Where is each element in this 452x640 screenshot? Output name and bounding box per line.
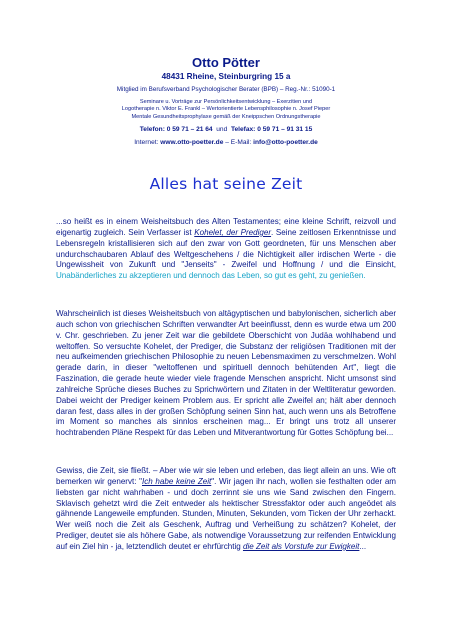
phone-label: Telefon: <box>139 126 165 133</box>
paragraph-3 <box>56 466 396 553</box>
p3-ellipsis: ... <box>359 541 367 551</box>
website-link[interactable]: www.otto-poetter.de <box>160 139 224 146</box>
p1-text: ...so heißt es in einem Weisheitsbuch des Alten Testamentes; eine kleine Schrift, reizvoll und eigenartig zugleich. Sein Verfasser ist <box>56 217 396 237</box>
p2-text: Wahrscheinlich ist dieses Weisheitsbuch von altägyptischen und babylonischen, sicherlich aber auch schon von griechischen Schriften verwandter Art beeinflusst, denn es wurde etwa um 200 v. Chr. geschrieben. Zu jener Zeit war die gebildete Oberschicht von Judäa wohlhabend und weltoffen. So versuchte Kohelet, der Prediger, die Substanz der religiösen Traditionen mit der neu aufkeimenden griechischen Philosophie zu neuen Lebensmaximen zu verschmelzen. Wohl gerade darin, in dieser "weltoffenen und spirituell dennoch behütenden Art", liegt die Faszination, die gerade heute wieder viele fragende Menschen anspricht. Nicht umsonst sind zahlreiche Sprüche dieses Buches zu Sprichwörtern und Zitaten in der Weltliteratur geworden. Dabei weicht der Prediger keinem Problem aus. Er spricht alle Zweifel an; hält aber dennoch daran fest, dass alles in der großen Schöpfung seinen Sinn hat, auch wenn uns als Betroffene im Moment so manches als sinnlos erscheinen mag... Er bringt uns trotz all unserer hochtrabenden Pläne Respekt für das Leben und Mitverantwortung für Gottes Schöpfung bei... <box>56 309 396 438</box>
email-link[interactable]: info@otto-poetter.de <box>253 139 318 146</box>
author-name: Otto Pötter <box>192 55 260 70</box>
p3-emphasis: die Zeit als Vorstufe zur Ewigkeit <box>242 541 360 551</box>
p1-author: Kohelet, der Prediger <box>194 227 272 237</box>
contact-phone-line <box>0 126 452 133</box>
and-word: und <box>216 126 228 133</box>
paragraph-1 <box>56 217 396 282</box>
services-line-2: Logotherapie n. Viktor E. Frankl – Wertorientierte Lebensphilosophie n. Josef Pieper <box>121 106 331 113</box>
email-label: E-Mail: <box>230 139 252 146</box>
p3-text-2: ". Wir jagen ihr nach, wollen sie festhalten oder am liebsten gar nicht wahrhaben - und doch zerrinnt sie uns wie Sand zwischen den Fingern. Sklavisch gehetzt wird die Zeit entweder als hektischer Stressfaktor oder auch angeödet als gähnende Langeweile empfunden. Stunden, Minuten, Sekunden, vom Ticken der Uhr zerhackt. Wer weiß noch die Zeit als Geschenk, Auftrag und Verheißung zu schätzen? Kohelet, der Prediger, deutet sie als höhere Gabe, als notwendige Voraussetzung zur reifenden Entwicklung auf ein Ziel hin - ja, letztendlich deutet er ehrfürchtig <box>56 476 397 551</box>
document-title: Alles hat seine Zeit <box>149 175 303 193</box>
p1-highlight: Unabänderliches zu akzeptieren und dennoch das Leben, so gut es geht, zu genießen. <box>56 271 366 281</box>
fax-label: Telefax: <box>230 126 256 133</box>
p3-quote: Ich habe keine Zeit <box>142 476 212 486</box>
separator: – <box>225 139 229 146</box>
services-block <box>40 99 412 121</box>
internet-label: Internet: <box>134 139 159 146</box>
services-line-1: Seminare u. Vorträge zur Persönlichkeitsentwicklung – Exerzitien und <box>139 99 313 105</box>
fax-number: 0 59 71 – 91 31 15 <box>257 126 313 133</box>
p3-text: Gewiss, die Zeit, sie fließt. – Aber wie wir sie leben und erleben, das liegt allein an uns. Wie oft bemerken wir genervt: " <box>56 466 396 486</box>
paragraph-2 <box>56 309 396 439</box>
phone-number: 0 59 71 – 21 64 <box>166 126 213 133</box>
services-line-3: Mentale Gesundheitsprophylaxe gemäß der Kneippschen Ordnungstherapie <box>131 113 321 120</box>
author-address: 48431 Rheine, Steinburgring 15 a <box>161 72 291 81</box>
membership-line: Mitglied im Berufsverband Psychologischer Berater (BPB) – Reg.-Nr.: 51090-1 <box>116 86 336 93</box>
p1-text-2: . Seine zeitlosen Erkenntnisse und Lebensregeln kristallisieren sich auf den zwar von Gott geordneten, für uns Menschen aber undurchschaubaren Ablauf des Weltgeschehens / die Nichtigkeit aller irdischen Werte - die Ungewissheit von Zukunft und "Jenseits" - Zweifel und Hoffnung / und die Einsicht, <box>56 227 396 270</box>
contact-web-line <box>0 139 452 146</box>
